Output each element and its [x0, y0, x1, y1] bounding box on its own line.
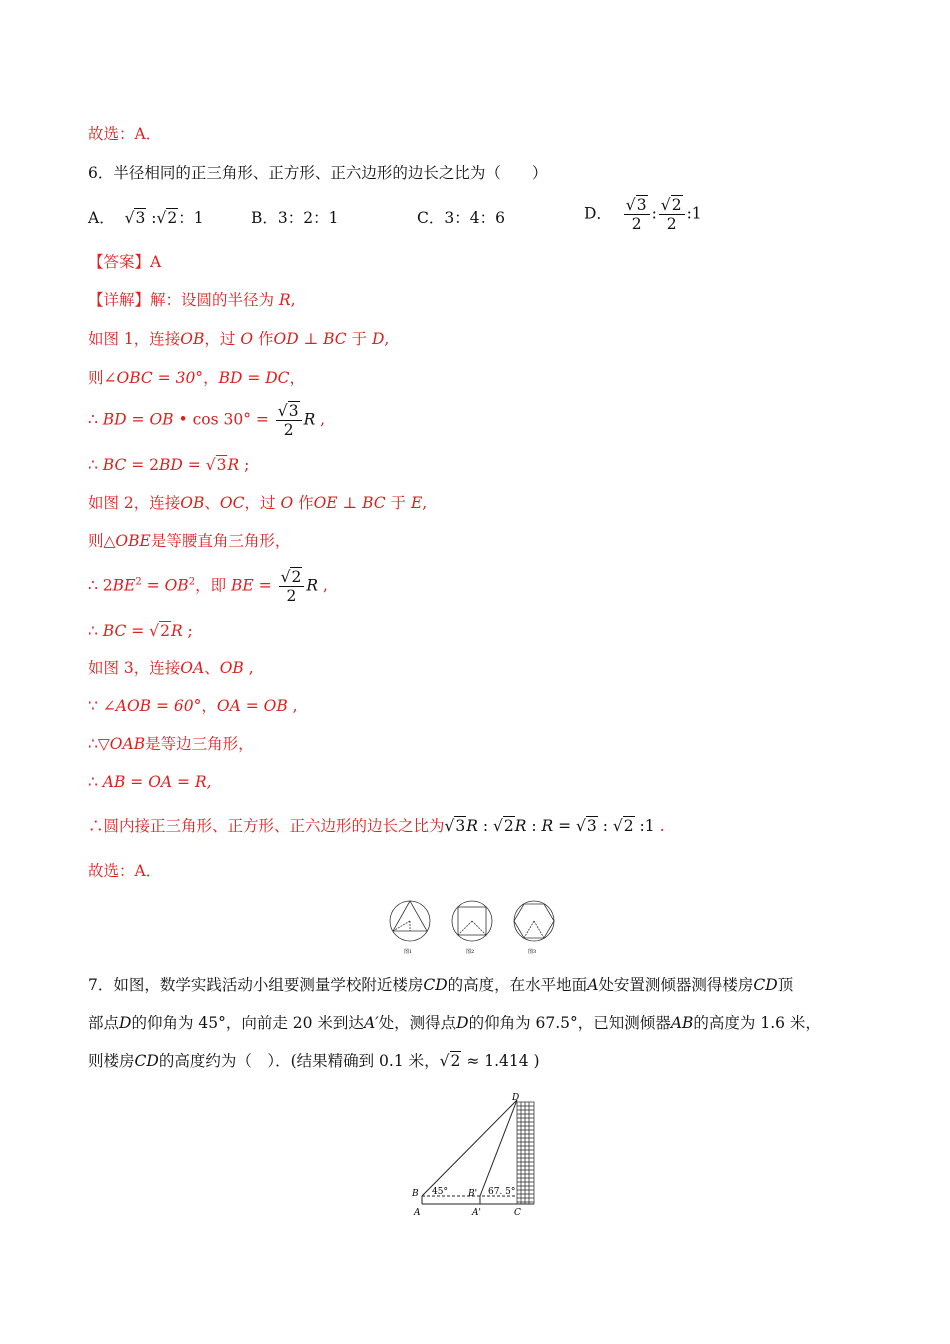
- sight-line-b: [422, 1100, 517, 1196]
- label-c: C: [514, 1208, 521, 1218]
- angle-67-5: 67. 5°: [488, 1187, 516, 1197]
- q6-line-12: ∴ AB = OA = R,: [88, 773, 212, 791]
- label-b: B: [412, 1189, 419, 1199]
- q6-stem: 6．半径相同的正三角形、正方形、正六边形的边长之比为（ ）: [88, 164, 548, 182]
- q6-line-13: ∴圆内接正三角形、正方形、正六边形的边长之比为√3R : √2R : R = √3 : √2 :1 .: [88, 817, 665, 835]
- q6-line-7: ∴ $2BE^2 = OB^2$，即 BE = $\frac{√2}{2}$ R ,: [88, 568, 328, 605]
- q6-option-a: A． √3 :√2：1: [88, 209, 204, 227]
- q6-detail-head: 【详解】解：设圆的半径为 R,: [88, 291, 296, 309]
- prev-conclusion: 故选：A．: [88, 125, 162, 143]
- angle-45: 45°: [432, 1187, 448, 1197]
- q6-line-1: 如图 1，连接OB，过 O 作OD ⊥ BC 于 D,: [88, 330, 390, 348]
- q6-option-d: D． $\frac{√3}{2}$ : $\frac{√2}{2}$ :1: [584, 196, 702, 233]
- q6-line-10: ∵ ∠AOB = 60°，OA = OB ,: [88, 697, 298, 715]
- q7-line-2: 部点D的仰角为 45°，向前走 20 米到达A′处，测得点D的仰角为 67.5°，已知测倾器AB的高度为 1.6 米，: [88, 1014, 821, 1032]
- label-a: A: [414, 1208, 421, 1218]
- figure-2: [452, 901, 492, 941]
- q6-conclusion: 故选：A．: [88, 862, 162, 880]
- q6-answer: 【答案】A: [88, 253, 162, 271]
- q6-line-4: ∴ BC = 2BD = √3R ;: [88, 456, 250, 474]
- q7-figure: [408, 1090, 548, 1220]
- figure-3: [514, 901, 554, 941]
- q6-option-b: B．3：2：1: [251, 209, 339, 227]
- q6-line-8: ∴ BC = √2R ;: [88, 622, 193, 640]
- figure-1: [390, 901, 430, 941]
- q6-line-9: 如图 3，连接OA、OB ,: [88, 659, 254, 677]
- figure-1-caption: 图1: [404, 949, 413, 955]
- q7-line-3: 则楼房CD的高度约为（ ）．(结果精确到 0.1 米，√2 ≈ 1.414 ): [88, 1052, 540, 1070]
- building: [517, 1102, 534, 1204]
- label-b-prime: B': [468, 1189, 478, 1199]
- label-a-prime: A': [472, 1208, 481, 1218]
- q6-line-11: ∴▽OAB是等边三角形，: [88, 735, 254, 753]
- label-d: D: [512, 1093, 520, 1103]
- figure-3-caption: 图3: [528, 949, 537, 955]
- q6-option-c: C．3：4：6: [417, 209, 505, 227]
- q6-line-5: 如图 2，连接OB、OC，过 O 作OE ⊥ BC 于 E,: [88, 494, 428, 512]
- q7-line-1: 7．如图，数学实践活动小组要测量学校附近楼房CD的高度，在水平地面A处安置测倾器测得楼房CD顶: [88, 976, 794, 994]
- sight-line-b-prime: [480, 1100, 517, 1196]
- q6-line-3: ∴ BD = OB • cos 30° = $\frac{√3}{2}$ R ,: [88, 402, 326, 439]
- q6-line-2: 则∠OBC = 30°，BD = DC，: [88, 369, 306, 387]
- q6-line-6: 则△OBE是等腰直角三角形，: [88, 532, 291, 550]
- q6-figures: [388, 896, 560, 956]
- figure-2-caption: 图2: [466, 949, 475, 955]
